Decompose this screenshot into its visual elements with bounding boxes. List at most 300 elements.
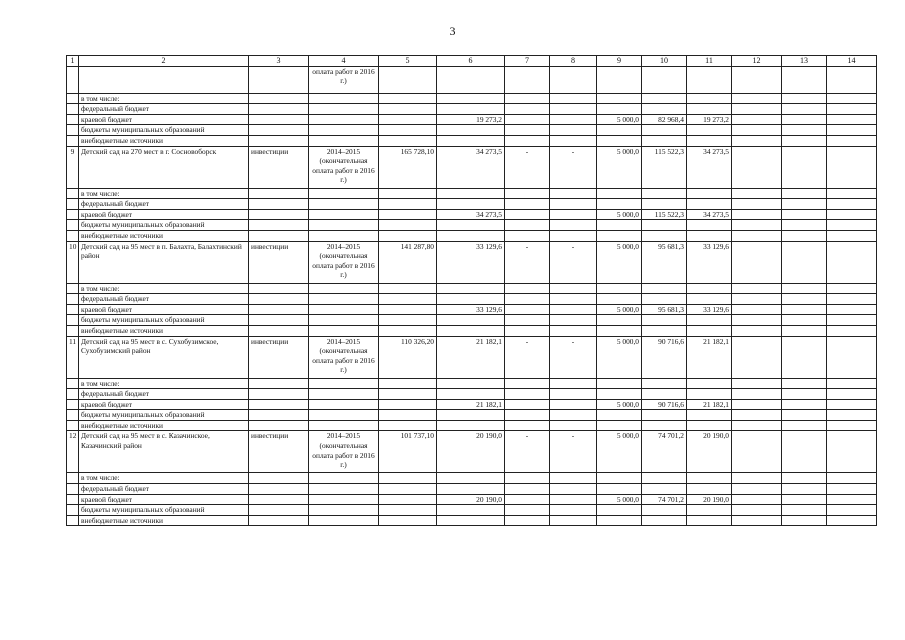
table-cell <box>732 315 782 326</box>
table-cell <box>597 473 642 484</box>
table-cell <box>505 199 550 210</box>
table-cell <box>249 515 309 526</box>
table-cell <box>827 389 877 400</box>
table-cell <box>67 494 79 505</box>
table-cell <box>505 230 550 241</box>
table-cell <box>379 283 437 294</box>
item-number: 12 <box>67 431 79 473</box>
table-cell <box>309 114 379 125</box>
table-cell <box>732 515 782 526</box>
breakdown-row <box>67 378 877 389</box>
table-cell <box>309 515 379 526</box>
item-number: 11 <box>67 336 79 378</box>
table-cell <box>597 484 642 495</box>
table-cell <box>249 135 309 146</box>
value-cell: 165 728,10 <box>379 146 437 188</box>
table-cell <box>597 220 642 231</box>
table-cell <box>687 125 732 136</box>
table-cell <box>379 209 437 220</box>
value-cell: 5 000,0 <box>597 209 642 220</box>
table-cell <box>249 378 309 389</box>
value-cell: 19 273,2 <box>437 114 505 125</box>
table-cell <box>642 325 687 336</box>
table-cell <box>687 283 732 294</box>
table-cell <box>597 294 642 305</box>
table-cell <box>67 389 79 400</box>
table-cell <box>309 230 379 241</box>
table-cell <box>67 209 79 220</box>
table-cell <box>597 230 642 241</box>
table-cell <box>687 230 732 241</box>
header-cell: 3 <box>249 56 309 67</box>
period-cell: 2014–2015 (окончательная оплата работ в 2016 г.) <box>309 336 379 378</box>
table-cell <box>782 104 827 115</box>
table-cell <box>309 283 379 294</box>
table-cell <box>732 283 782 294</box>
value-cell: 20 190,0 <box>687 494 732 505</box>
table-cell <box>550 125 597 136</box>
table-cell <box>309 325 379 336</box>
table-cell <box>827 505 877 516</box>
table-cell <box>379 473 437 484</box>
table-cell <box>309 209 379 220</box>
table-cell <box>67 93 79 104</box>
period-cell: 2014–2015 (окончательная оплата работ в 2016 г.) <box>309 431 379 473</box>
value-cell: 34 273,5 <box>437 209 505 220</box>
table-cell <box>827 66 877 93</box>
table-cell <box>379 114 437 125</box>
table-cell <box>732 389 782 400</box>
table-cell <box>249 389 309 400</box>
table-cell <box>505 505 550 516</box>
table-cell <box>249 399 309 410</box>
breakdown-label: внебюджетные источники <box>79 135 249 146</box>
table-cell <box>309 220 379 231</box>
header-cell: 1 <box>67 56 79 67</box>
table-cell <box>827 199 877 210</box>
table-cell <box>437 220 505 231</box>
table-cell <box>505 135 550 146</box>
value-cell: 21 182,1 <box>437 399 505 410</box>
table-cell <box>732 66 782 93</box>
table-cell <box>67 135 79 146</box>
table-cell <box>309 125 379 136</box>
table-cell <box>67 473 79 484</box>
table-cell <box>597 283 642 294</box>
breakdown-row <box>67 135 877 146</box>
value-cell: 33 129,6 <box>687 241 732 283</box>
table-cell <box>687 104 732 115</box>
breakdown-label: бюджеты муниципальных образований <box>79 410 249 421</box>
table-cell <box>309 420 379 431</box>
table-cell <box>379 220 437 231</box>
table-cell <box>437 294 505 305</box>
table-cell <box>732 378 782 389</box>
table-cell <box>379 389 437 400</box>
table-cell <box>782 515 827 526</box>
table-cell <box>642 199 687 210</box>
table-cell <box>642 188 687 199</box>
item-number: 9 <box>67 146 79 188</box>
table-cell <box>550 114 597 125</box>
value-cell: 95 681,3 <box>642 241 687 283</box>
table-cell <box>379 188 437 199</box>
table-cell <box>827 494 877 505</box>
table-cell <box>732 199 782 210</box>
table-cell <box>505 304 550 315</box>
table-cell <box>249 505 309 516</box>
table-cell <box>782 505 827 516</box>
table-cell <box>782 230 827 241</box>
breakdown-label: федеральный бюджет <box>79 294 249 305</box>
table-cell <box>550 325 597 336</box>
breakdown-label: федеральный бюджет <box>79 389 249 400</box>
table-cell <box>597 315 642 326</box>
table-cell <box>550 199 597 210</box>
value-cell: - <box>505 431 550 473</box>
item-row <box>67 431 877 473</box>
table-cell <box>505 378 550 389</box>
table-cell <box>67 230 79 241</box>
table-cell <box>597 378 642 389</box>
table-cell <box>687 220 732 231</box>
value-cell: 21 182,1 <box>687 336 732 378</box>
table-cell <box>379 325 437 336</box>
table-cell <box>309 399 379 410</box>
table-cell <box>249 209 309 220</box>
table-cell <box>550 93 597 104</box>
table-cell <box>379 505 437 516</box>
table-cell <box>827 220 877 231</box>
table-cell <box>505 125 550 136</box>
table-cell <box>732 209 782 220</box>
breakdown-label: в том числе: <box>79 378 249 389</box>
item-row <box>67 146 877 188</box>
value-cell: 115 522,3 <box>642 146 687 188</box>
breakdown-label: в том числе: <box>79 473 249 484</box>
table-cell <box>597 515 642 526</box>
breakdown-row <box>67 494 877 505</box>
table-cell <box>782 93 827 104</box>
header-cell: 9 <box>597 56 642 67</box>
value-cell: 34 273,5 <box>437 146 505 188</box>
table-cell <box>505 473 550 484</box>
value-cell: - <box>550 146 597 188</box>
breakdown-label: федеральный бюджет <box>79 484 249 495</box>
table-cell <box>597 104 642 115</box>
table-cell <box>379 135 437 146</box>
table-cell <box>827 304 877 315</box>
table-cell <box>687 389 732 400</box>
table-cell <box>249 188 309 199</box>
breakdown-label: краевой бюджет <box>79 304 249 315</box>
item-number: 10 <box>67 241 79 283</box>
table-cell <box>550 294 597 305</box>
value-cell: 5 000,0 <box>597 114 642 125</box>
table-cell <box>67 66 79 93</box>
header-cell: 11 <box>687 56 732 67</box>
table-cell <box>732 473 782 484</box>
table-cell <box>67 378 79 389</box>
value-cell: - <box>550 336 597 378</box>
breakdown-row <box>67 220 877 231</box>
table-cell <box>249 230 309 241</box>
table-cell <box>550 220 597 231</box>
table-cell <box>379 420 437 431</box>
table-cell <box>782 146 827 188</box>
table-cell <box>550 410 597 421</box>
table-cell <box>782 484 827 495</box>
header-cell: 6 <box>437 56 505 67</box>
table-cell <box>597 420 642 431</box>
table-cell <box>437 315 505 326</box>
item-type: инвестиции <box>249 146 309 188</box>
breakdown-label: федеральный бюджет <box>79 104 249 115</box>
table-cell <box>67 505 79 516</box>
table-cell <box>309 304 379 315</box>
table-cell <box>505 315 550 326</box>
header-cell: 13 <box>782 56 827 67</box>
table-cell <box>732 125 782 136</box>
table-cell <box>550 420 597 431</box>
table-cell <box>732 93 782 104</box>
table-cell <box>505 209 550 220</box>
breakdown-label: краевой бюджет <box>79 209 249 220</box>
table-cell <box>732 484 782 495</box>
table-cell <box>732 399 782 410</box>
table-cell <box>597 93 642 104</box>
breakdown-label: федеральный бюджет <box>79 199 249 210</box>
breakdown-row <box>67 188 877 199</box>
table-cell <box>437 515 505 526</box>
table-cell <box>437 484 505 495</box>
table-cell <box>642 230 687 241</box>
breakdown-row <box>67 104 877 115</box>
table-cell <box>782 241 827 283</box>
breakdown-row <box>67 199 877 210</box>
table-cell <box>687 315 732 326</box>
table-cell <box>437 199 505 210</box>
value-cell: 82 968,4 <box>642 114 687 125</box>
table-cell <box>379 93 437 104</box>
table-cell <box>249 325 309 336</box>
table-cell <box>827 315 877 326</box>
table-cell <box>67 294 79 305</box>
breakdown-row <box>67 294 877 305</box>
value-cell: 34 273,5 <box>687 146 732 188</box>
table-cell <box>782 283 827 294</box>
value-cell: 21 182,1 <box>687 399 732 410</box>
table-cell <box>67 315 79 326</box>
table-cell <box>642 378 687 389</box>
breakdown-label: в том числе: <box>79 93 249 104</box>
table-cell <box>309 410 379 421</box>
breakdown-label: внебюджетные источники <box>79 420 249 431</box>
table-cell <box>67 399 79 410</box>
value-cell: 20 190,0 <box>437 494 505 505</box>
table-cell <box>379 515 437 526</box>
table-cell <box>550 209 597 220</box>
table-cell <box>732 304 782 315</box>
table-cell <box>827 209 877 220</box>
table-cell <box>687 473 732 484</box>
header-cell: 10 <box>642 56 687 67</box>
item-type: инвестиции <box>249 241 309 283</box>
table-cell <box>309 93 379 104</box>
item-name: Детский сад на 270 мест в г. Сосновоборск <box>79 146 249 188</box>
table-cell <box>249 283 309 294</box>
table-cell <box>827 325 877 336</box>
table-cell <box>437 389 505 400</box>
table-cell <box>642 104 687 115</box>
table-cell <box>550 378 597 389</box>
table-cell <box>67 304 79 315</box>
table-cell <box>505 188 550 199</box>
table-cell <box>642 410 687 421</box>
table-cell <box>67 220 79 231</box>
table-cell <box>732 410 782 421</box>
table-cell <box>597 505 642 516</box>
table-cell <box>642 315 687 326</box>
table-cell <box>550 505 597 516</box>
breakdown-label: краевой бюджет <box>79 114 249 125</box>
table-cell <box>732 505 782 516</box>
breakdown-row <box>67 93 877 104</box>
table-cell <box>642 220 687 231</box>
item-row <box>67 241 877 283</box>
table-cell <box>597 135 642 146</box>
table-cell <box>782 209 827 220</box>
value-cell: - <box>550 241 597 283</box>
table-cell <box>687 325 732 336</box>
table-cell <box>505 420 550 431</box>
table-cell <box>827 241 877 283</box>
table-cell <box>249 484 309 495</box>
table-cell <box>597 125 642 136</box>
table-cell <box>505 93 550 104</box>
period-cell: 2014–2015 (окончательная оплата работ в 2016 г.) <box>309 146 379 188</box>
breakdown-row <box>67 283 877 294</box>
table-cell <box>437 505 505 516</box>
table-cell <box>732 114 782 125</box>
table-cell <box>379 304 437 315</box>
table-cell <box>550 188 597 199</box>
table-cell <box>827 515 877 526</box>
table-cell <box>687 135 732 146</box>
table-cell <box>782 125 827 136</box>
value-cell: 141 287,80 <box>379 241 437 283</box>
table-cell <box>379 399 437 410</box>
header-cell: 12 <box>732 56 782 67</box>
breakdown-row <box>67 515 877 526</box>
table-cell <box>437 283 505 294</box>
table-cell <box>732 420 782 431</box>
value-cell: 33 129,6 <box>437 241 505 283</box>
table-cell <box>827 93 877 104</box>
table-cell <box>309 505 379 516</box>
header-cell: 14 <box>827 56 877 67</box>
table-cell <box>437 420 505 431</box>
table-cell <box>249 410 309 421</box>
table-cell <box>505 294 550 305</box>
table-cell <box>782 473 827 484</box>
table-cell <box>437 135 505 146</box>
breakdown-label: внебюджетные источники <box>79 230 249 241</box>
table-cell <box>249 66 309 93</box>
header-cell: 4 <box>309 56 379 67</box>
table-cell <box>550 473 597 484</box>
table-cell <box>827 188 877 199</box>
value-cell: 21 182,1 <box>437 336 505 378</box>
table-cell <box>379 104 437 115</box>
table-cell <box>67 283 79 294</box>
table-cell <box>827 484 877 495</box>
table-cell <box>505 515 550 526</box>
table-cell <box>782 336 827 378</box>
table-cell <box>827 473 877 484</box>
header-cell: 5 <box>379 56 437 67</box>
table-cell <box>642 389 687 400</box>
table-cell <box>597 199 642 210</box>
table-cell <box>687 199 732 210</box>
table-cell <box>687 93 732 104</box>
value-cell: 33 129,6 <box>437 304 505 315</box>
table-cell <box>687 515 732 526</box>
table-cell <box>642 93 687 104</box>
budget-table <box>66 55 877 526</box>
value-cell: 20 190,0 <box>437 431 505 473</box>
table-cell <box>827 135 877 146</box>
table-cell <box>827 146 877 188</box>
table-cell <box>782 410 827 421</box>
table-cell <box>827 431 877 473</box>
table-cell <box>782 378 827 389</box>
table-cell <box>642 135 687 146</box>
breakdown-row <box>67 125 877 136</box>
table-cell <box>597 389 642 400</box>
table-cell <box>437 125 505 136</box>
table-cell <box>550 515 597 526</box>
table-cell <box>642 294 687 305</box>
header-cell: 8 <box>550 56 597 67</box>
table-cell <box>732 241 782 283</box>
breakdown-row <box>67 304 877 315</box>
header-cell: 7 <box>505 56 550 67</box>
table-cell <box>249 114 309 125</box>
table-cell <box>687 378 732 389</box>
table-cell <box>550 104 597 115</box>
breakdown-label: бюджеты муниципальных образований <box>79 505 249 516</box>
table-cell <box>67 188 79 199</box>
table-cell <box>249 420 309 431</box>
table-cell <box>782 304 827 315</box>
table-cell <box>309 104 379 115</box>
period-cell: 2014–2015 (окончательная оплата работ в 2016 г.) <box>309 241 379 283</box>
table-cell <box>309 188 379 199</box>
table-cell <box>827 410 877 421</box>
value-cell: 74 701,2 <box>642 494 687 505</box>
breakdown-label: краевой бюджет <box>79 399 249 410</box>
breakdown-row <box>67 410 877 421</box>
breakdown-row <box>67 389 877 400</box>
table-cell <box>309 294 379 305</box>
breakdown-row <box>67 420 877 431</box>
table-cell <box>505 66 550 93</box>
table-cell <box>597 325 642 336</box>
item-name: Детский сад на 95 мест в с. Сухобузимское, Сухобузимский район <box>79 336 249 378</box>
value-cell: 20 190,0 <box>687 431 732 473</box>
table-cell <box>597 410 642 421</box>
